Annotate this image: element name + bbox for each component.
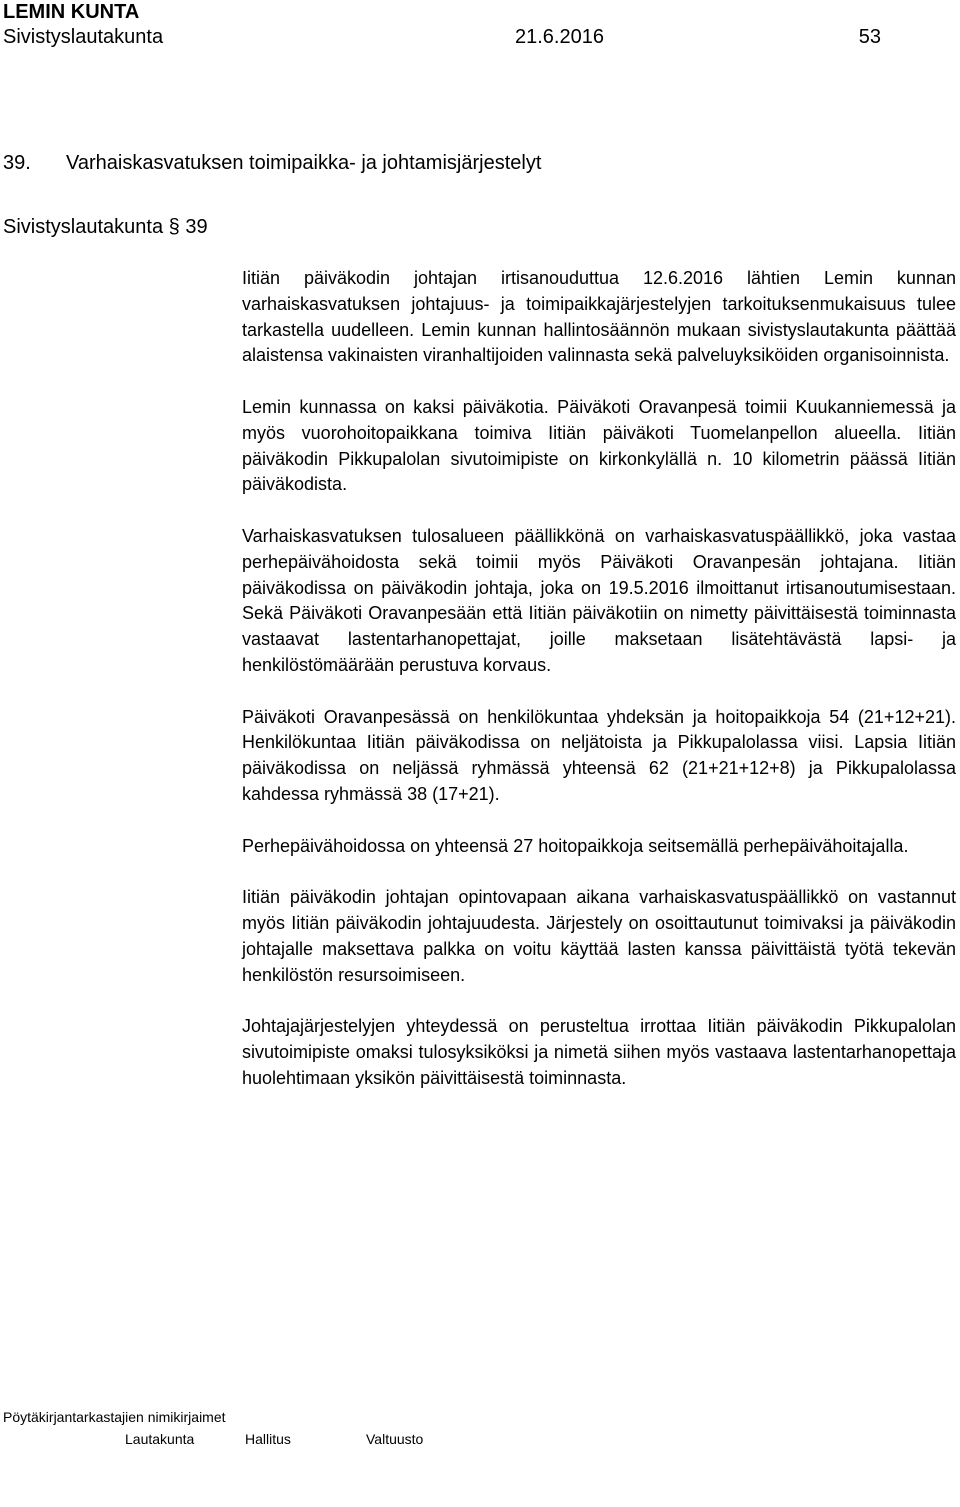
- page-number: 53: [858, 26, 881, 48]
- organization-name: LEMIN KUNTA: [3, 1, 140, 23]
- document-footer: [3, 1408, 424, 1447]
- board-reference: Sivistyslautakunta § 39: [3, 216, 208, 238]
- footer-item-lautakunta: Lautakunta: [125, 1431, 195, 1447]
- board-name: Sivistyslautakunta: [3, 26, 164, 48]
- paragraph: Lemin kunnassa on kaksi päiväkotia. Päiväkoti Oravanpesä toimii Kuukanniemessä ja myös vuorohoitopaikkana toimiva Iitiän päiväkoti Tuomelanpellon alueella. Iitiän päiväkodin Pikkupalolan sivutoimipiste on kirkonkylällä n. 10 kilometrin päässä Iitiän päiväkodista.: [242, 396, 956, 495]
- paragraph: Iitiän päiväkodin johtajan irtisanouduttua 12.6.2016 lähtien Lemin kunnan varhaiskasvatuksen johtajuus- ja toimipaikkajärjestelyjen tarkoituksenmukaisuus tulee tarkastella uudelleen. Lemin kunnan hallintosäännön mukaan sivistyslautakunta päättää alaistensa vakinaisten viranhaltijoiden valinnasta sekä palveluyksiköiden organisoinnista.: [242, 268, 956, 366]
- signatures-label: Pöytäkirjantarkastajien nimikirjaimet: [3, 1409, 226, 1425]
- footer-item-valtuusto: Valtuusto: [366, 1431, 424, 1447]
- section-title: Varhaiskasvatuksen toimipaikka- ja johtamisjärjestelyt: [66, 152, 542, 174]
- footer-item-hallitus: Hallitus: [245, 1431, 291, 1447]
- paragraph: Iitiän päiväkodin johtajan opintovapaan aikana varhaiskasvatuspäällikkö on vastannut myös Iitiän päiväkodin johtajuudesta. Järjestely on osoittautunut toimivaksi ja päiväkodin johtajalle maksettava palkka on voitu käyttää lasten kanssa päivittäistä työtä tekevän henkilöstön resursoimiseen.: [242, 887, 956, 985]
- paragraph: Päiväkoti Oravanpesässä on henkilökuntaa yhdeksän ja hoitopaikkoja 54 (21+12+21). Henkilökuntaa Iitiän päiväkodissa on neljätoista ja Pikkupalolassa viisi. Lapsia Iitiän päiväkodissa on neljässä ryhmässä yhteensä 62 (21+21+12+8) ja Pikkupalolassa kahdessa ryhmässä 38 (17+21).: [242, 706, 956, 804]
- section-number: 39.: [3, 152, 31, 174]
- header-row: [3, 24, 881, 50]
- document-body: [242, 266, 956, 1117]
- meeting-date: 21.6.2016: [515, 26, 604, 48]
- section-heading: [3, 150, 541, 176]
- paragraph: Perhepäivähoidossa on yhteensä 27 hoitopaikkoja seitsemällä perhepäivähoitajalla.: [242, 835, 909, 856]
- paragraph: Varhaiskasvatuksen tulosalueen päällikkönä on varhaiskasvatuspäällikkö, joka vastaa perhepäivähoidosta sekä toimii myös Päiväkoti Oravanpesän johtajana. Iitiän päiväkodissa on päiväkodin johtaja, joka on 19.5.2016 ilmoittanut irtisanoutumisestaan. Sekä Päiväkoti Oravanpesään että Iitiän päiväkotiin on nimetty päivittäisestä toiminnasta vastaavat lastentarhanopettajat, joille maksetaan lisätehtävästä lapsi- ja henkilöstömäärään perustuva korvaus.: [242, 525, 956, 675]
- paragraph: Johtajajärjestelyjen yhteydessä on perusteltua irrottaa Iitiän päiväkodin Pikkupalolan sivutoimipiste omaksi tulosyksiköksi ja nimetä siihen myös vastaava lastentarhanopettaja huolehtimaan yksikön päivittäisestä toiminnasta.: [242, 1016, 956, 1088]
- footer-items: [3, 1430, 503, 1448]
